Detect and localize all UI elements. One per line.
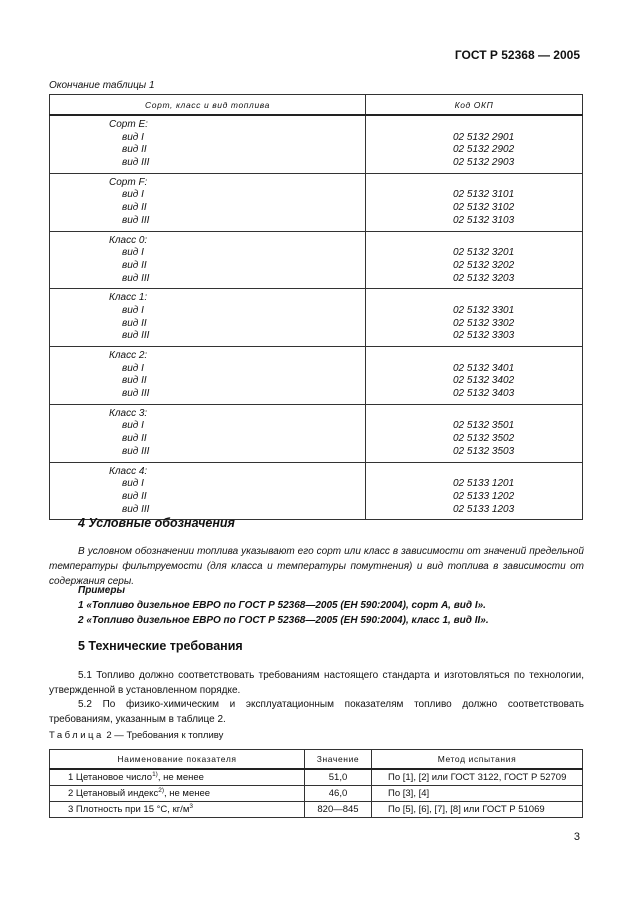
fuel-type: вид I <box>122 362 144 374</box>
okp-code: 02 5132 3502 <box>453 433 515 445</box>
section5-paragraph-1: 5.1 Топливо должно соответствовать требованиям настоящего стандарта и изготовляться по технологии, утвержденной в установленном порядке. <box>49 670 584 696</box>
grade-cell <box>50 173 366 231</box>
okp-code: 02 5132 3303 <box>453 330 515 342</box>
fuel-type: вид II <box>122 259 147 271</box>
fuel-type: вид III <box>122 388 150 400</box>
table-row <box>50 462 583 520</box>
row-name-tail: , не менее <box>157 772 204 783</box>
okp-code: 02 5132 3302 <box>453 317 515 329</box>
grade-cell <box>50 404 366 462</box>
table1-header-col2: Код ОКП <box>366 95 583 116</box>
row-method: По [3], [4] <box>372 786 583 802</box>
page-number: 3 <box>573 831 580 843</box>
table-row <box>50 769 583 786</box>
fuel-type: вид III <box>122 157 150 169</box>
grade-cell <box>50 347 366 405</box>
okp-code: 02 5132 3501 <box>453 420 515 432</box>
example-2: 2 «Топливо дизельное ЕВРО по ГОСТ Р 52368—2005 (ЕН 590:2004), класс 1, вид II». <box>78 615 489 626</box>
fuel-type: вид III <box>122 214 150 226</box>
okp-code: 02 5132 3401 <box>453 362 515 374</box>
okp-code: 02 5132 3201 <box>453 247 515 259</box>
okp-code: 02 5132 3202 <box>453 259 515 271</box>
row-method: По [5], [6], [7], [8] или ГОСТ Р 51069 <box>372 802 583 818</box>
examples-label: Примеры <box>78 585 126 596</box>
example-1: 1 «Топливо дизельное ЕВРО по ГОСТ Р 52368—2005 (ЕН 590:2004), сорт А, вид I». <box>78 600 486 611</box>
grade-title: Класс 4: <box>109 465 148 477</box>
table2-header-method: Метод испытания <box>372 750 583 770</box>
row-name <box>50 786 305 802</box>
okp-code: 02 5132 3101 <box>453 189 515 201</box>
fuel-type: вид III <box>122 503 150 515</box>
okp-code: 02 5132 3102 <box>453 202 515 214</box>
grade-cell <box>50 289 366 347</box>
fuel-type: вид I <box>122 420 144 432</box>
code-cell <box>366 115 583 173</box>
row-method: По [1], [2] или ГОСТ 3122, ГОСТ Р 52709 <box>372 769 583 786</box>
row-name-text: 1 Цетановое число <box>68 772 153 783</box>
table2-header-name: Наименование показателя <box>50 750 305 770</box>
fuel-type: вид II <box>122 202 147 214</box>
code-cell <box>366 347 583 405</box>
table1-header-col1: Сорт, класс и вид топлива <box>50 95 366 116</box>
superscript: 3 <box>189 802 193 810</box>
section4-paragraph: В условном обозначении топлива указывают его сорт или класс в зависимости от значений предельной температуры фильтруемости (для класса и температуры помутнения) и вид топлива в зависимости от содержания серы. <box>49 546 584 587</box>
okp-code: 02 5132 3203 <box>453 272 515 284</box>
code-cell <box>366 289 583 347</box>
grade-title: Класс 1: <box>109 292 148 304</box>
grade-title: Класс 0: <box>109 234 148 246</box>
fuel-type: вид II <box>122 433 147 445</box>
table2 <box>49 749 583 818</box>
okp-code: 02 5133 1202 <box>453 490 515 502</box>
table-row <box>50 231 583 289</box>
table1 <box>49 94 583 520</box>
okp-code: 02 5132 3301 <box>453 304 515 316</box>
okp-code: 02 5132 2901 <box>453 131 515 143</box>
footnote-ref: 1) <box>152 770 158 778</box>
fuel-type: вид III <box>122 445 150 457</box>
row-value: 820—845 <box>305 802 372 818</box>
grade-cell <box>50 462 366 520</box>
code-cell <box>366 404 583 462</box>
fuel-type: вид II <box>122 317 147 329</box>
fuel-type: вид I <box>122 131 144 143</box>
footnote-ref: 2) <box>158 786 164 794</box>
row-name <box>50 769 305 786</box>
fuel-type: вид III <box>122 272 150 284</box>
fuel-type: вид II <box>122 490 147 502</box>
table-row <box>50 404 583 462</box>
fuel-type: вид I <box>122 478 144 490</box>
grade-title: Класс 3: <box>109 407 148 419</box>
fuel-type: вид II <box>122 375 147 387</box>
document-header: ГОСТ Р 52368 — 2005 <box>454 48 580 62</box>
fuel-type: вид I <box>122 304 144 316</box>
okp-code: 02 5132 3103 <box>453 214 515 226</box>
table-row <box>50 289 583 347</box>
section5-title: 5 Технические требования <box>78 639 243 653</box>
okp-code: 02 5132 3503 <box>453 445 515 457</box>
fuel-type: вид I <box>122 189 144 201</box>
grade-title: Класс 2: <box>109 350 148 361</box>
table-row <box>50 802 583 818</box>
grade-cell <box>50 115 366 173</box>
table2-header-value: Значение <box>305 750 372 770</box>
table2-caption-lead: Таблица <box>49 730 104 741</box>
grade-cell <box>50 231 366 289</box>
section4-title: 4 Условные обозначения <box>78 516 235 530</box>
okp-code: 02 5132 2902 <box>453 144 515 156</box>
table1-continuation-label: Окончание таблицы 1 <box>49 80 155 91</box>
grade-title: Сорт E: <box>109 119 148 130</box>
code-cell <box>366 173 583 231</box>
table-row <box>50 786 583 802</box>
grade-title: Сорт F: <box>109 176 148 188</box>
okp-code: 02 5132 3402 <box>453 375 515 387</box>
row-value: 46,0 <box>305 786 372 802</box>
row-name-text: 2 Цетановый индекс <box>68 788 159 799</box>
fuel-type: вид III <box>122 330 150 342</box>
okp-code: 02 5132 2903 <box>453 157 515 169</box>
fuel-type: вид II <box>122 144 147 156</box>
row-value: 51,0 <box>305 769 372 786</box>
table-row <box>50 347 583 405</box>
table2-caption-text: 2 — Требования к топливу <box>103 730 224 741</box>
fuel-type: вид I <box>122 247 144 259</box>
row-name <box>50 802 305 818</box>
okp-code: 02 5133 1201 <box>453 478 515 490</box>
row-name-tail: , не менее <box>163 788 211 799</box>
code-cell <box>366 231 583 289</box>
okp-code: 02 5133 1203 <box>453 503 515 515</box>
table-row <box>50 173 583 231</box>
table2-caption <box>49 730 223 741</box>
row-name-text: 3 Плотность при 15 °С, кг/м <box>68 804 190 815</box>
table-row <box>50 115 583 173</box>
okp-code: 02 5132 3403 <box>453 388 515 400</box>
code-cell <box>366 462 583 520</box>
section5-paragraph-2: 5.2 По физико-химическим и эксплуатационным показателям топливо должно соответствовать требованиям, указанным в таблице 2. <box>49 699 584 725</box>
